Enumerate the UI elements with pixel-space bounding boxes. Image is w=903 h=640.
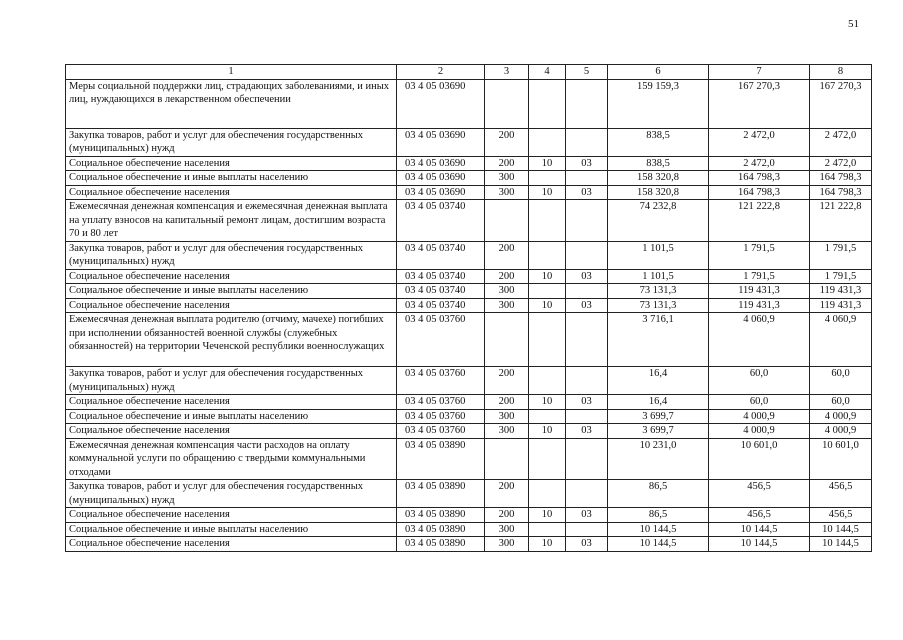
amount-year-1-cell: 74 232,8 — [608, 200, 709, 242]
subsection-cell — [566, 79, 608, 128]
amount-year-1-cell: 3 699,7 — [608, 409, 709, 424]
row-name-cell: Социальное обеспечение населения — [66, 508, 397, 523]
expense-type-cell: 300 — [485, 284, 529, 299]
subsection-cell — [566, 480, 608, 508]
amount-year-3-cell: 119 431,3 — [810, 298, 872, 313]
amount-year-1-cell: 1 101,5 — [608, 241, 709, 269]
amount-year-2-cell: 456,5 — [709, 508, 810, 523]
expense-type-cell: 300 — [485, 171, 529, 186]
header-cell: 1 — [66, 65, 397, 80]
row-name-cell: Социальное обеспечение и иные выплаты населению — [66, 171, 397, 186]
amount-year-2-cell: 4 000,9 — [709, 409, 810, 424]
section-cell — [529, 128, 566, 156]
section-cell: 10 — [529, 269, 566, 284]
row-name-cell: Ежемесячная денежная компенсация части расходов на оплату коммунальной услуги по обращению с твердыми коммунальными отходами — [66, 438, 397, 480]
row-name-cell: Закупка товаров, работ и услуг для обеспечения государственных (муниципальных) нужд — [66, 480, 397, 508]
amount-year-2-cell: 4 000,9 — [709, 424, 810, 439]
subsection-cell — [566, 284, 608, 299]
amount-year-3-cell: 164 798,3 — [810, 171, 872, 186]
expense-type-cell: 200 — [485, 156, 529, 171]
table-row — [66, 171, 872, 186]
row-name-cell: Социальное обеспечение населения — [66, 395, 397, 410]
amount-year-1-cell: 838,5 — [608, 156, 709, 171]
target-code-cell: 03 4 05 03760 — [397, 395, 485, 410]
subsection-cell — [566, 241, 608, 269]
row-name-cell: Закупка товаров, работ и услуг для обеспечения государственных (муниципальных) нужд — [66, 241, 397, 269]
expense-type-cell: 300 — [485, 424, 529, 439]
amount-year-2-cell: 119 431,3 — [709, 298, 810, 313]
section-cell — [529, 409, 566, 424]
amount-year-1-cell: 158 320,8 — [608, 171, 709, 186]
table-row — [66, 185, 872, 200]
expense-type-cell: 300 — [485, 185, 529, 200]
section-cell: 10 — [529, 424, 566, 439]
subsection-cell: 03 — [566, 269, 608, 284]
amount-year-1-cell: 10 144,5 — [608, 522, 709, 537]
table-row — [66, 241, 872, 269]
row-name-cell: Социальное обеспечение населения — [66, 156, 397, 171]
subsection-cell — [566, 200, 608, 242]
section-cell — [529, 438, 566, 480]
table-row — [66, 284, 872, 299]
amount-year-3-cell: 456,5 — [810, 480, 872, 508]
expense-type-cell: 200 — [485, 508, 529, 523]
section-cell — [529, 241, 566, 269]
table-row — [66, 269, 872, 284]
target-code-cell: 03 4 05 03740 — [397, 241, 485, 269]
target-code-cell: 03 4 05 03760 — [397, 424, 485, 439]
header-cell: 4 — [529, 65, 566, 80]
amount-year-1-cell: 86,5 — [608, 508, 709, 523]
table-row — [66, 480, 872, 508]
row-name-cell: Социальное обеспечение и иные выплаты населению — [66, 409, 397, 424]
amount-year-1-cell: 86,5 — [608, 480, 709, 508]
target-code-cell: 03 4 05 03690 — [397, 156, 485, 171]
amount-year-3-cell: 10 144,5 — [810, 537, 872, 552]
amount-year-1-cell: 16,4 — [608, 367, 709, 395]
amount-year-1-cell: 158 320,8 — [608, 185, 709, 200]
section-cell — [529, 200, 566, 242]
target-code-cell: 03 4 05 03740 — [397, 200, 485, 242]
target-code-cell: 03 4 05 03690 — [397, 128, 485, 156]
table-row — [66, 424, 872, 439]
amount-year-3-cell: 4 000,9 — [810, 409, 872, 424]
header-cell: 2 — [397, 65, 485, 80]
row-name-cell: Социальное обеспечение населения — [66, 424, 397, 439]
expense-type-cell: 300 — [485, 298, 529, 313]
expense-type-cell: 200 — [485, 480, 529, 508]
amount-year-2-cell: 10 144,5 — [709, 522, 810, 537]
section-cell — [529, 480, 566, 508]
amount-year-2-cell: 456,5 — [709, 480, 810, 508]
amount-year-3-cell: 4 000,9 — [810, 424, 872, 439]
page-number: 51 — [848, 18, 859, 30]
target-code-cell: 03 4 05 03760 — [397, 313, 485, 367]
amount-year-3-cell: 60,0 — [810, 395, 872, 410]
expense-type-cell — [485, 79, 529, 128]
section-cell — [529, 367, 566, 395]
amount-year-2-cell: 1 791,5 — [709, 241, 810, 269]
target-code-cell: 03 4 05 03740 — [397, 269, 485, 284]
header-cell: 6 — [608, 65, 709, 80]
amount-year-1-cell: 3 716,1 — [608, 313, 709, 367]
amount-year-2-cell: 10 144,5 — [709, 537, 810, 552]
expense-type-cell — [485, 438, 529, 480]
expense-type-cell — [485, 200, 529, 242]
amount-year-3-cell: 121 222,8 — [810, 200, 872, 242]
amount-year-3-cell: 167 270,3 — [810, 79, 872, 128]
subsection-cell — [566, 171, 608, 186]
header-cell: 3 — [485, 65, 529, 80]
section-cell: 10 — [529, 537, 566, 552]
section-cell: 10 — [529, 508, 566, 523]
section-cell — [529, 522, 566, 537]
row-name-cell: Меры социальной поддержки лиц, страдающих заболеваниями, и иных лиц, нуждающихся в лекарственном обеспечении — [66, 79, 397, 128]
row-name-cell: Социальное обеспечение и иные выплаты населению — [66, 522, 397, 537]
amount-year-2-cell: 2 472,0 — [709, 156, 810, 171]
section-cell: 10 — [529, 156, 566, 171]
subsection-cell: 03 — [566, 156, 608, 171]
subsection-cell — [566, 438, 608, 480]
table-row — [66, 522, 872, 537]
row-name-cell: Социальное обеспечение и иные выплаты населению — [66, 284, 397, 299]
amount-year-1-cell: 3 699,7 — [608, 424, 709, 439]
target-code-cell: 03 4 05 03690 — [397, 171, 485, 186]
target-code-cell: 03 4 05 03740 — [397, 298, 485, 313]
amount-year-2-cell: 10 601,0 — [709, 438, 810, 480]
table-row — [66, 537, 872, 552]
target-code-cell: 03 4 05 03890 — [397, 480, 485, 508]
amount-year-3-cell: 2 472,0 — [810, 128, 872, 156]
amount-year-3-cell: 1 791,5 — [810, 269, 872, 284]
amount-year-1-cell: 10 231,0 — [608, 438, 709, 480]
amount-year-3-cell: 2 472,0 — [810, 156, 872, 171]
amount-year-3-cell: 1 791,5 — [810, 241, 872, 269]
amount-year-2-cell: 164 798,3 — [709, 185, 810, 200]
row-name-cell: Социальное обеспечение населения — [66, 269, 397, 284]
table-row — [66, 409, 872, 424]
row-name-cell: Социальное обеспечение населения — [66, 185, 397, 200]
row-name-cell: Ежемесячная денежная компенсация и ежемесячная денежная выплата на уплату взносов на капитальный ремонт лицам, достигшим возраста 70 и 80 лет — [66, 200, 397, 242]
amount-year-2-cell: 167 270,3 — [709, 79, 810, 128]
subsection-cell: 03 — [566, 395, 608, 410]
target-code-cell: 03 4 05 03740 — [397, 284, 485, 299]
amount-year-3-cell: 456,5 — [810, 508, 872, 523]
subsection-cell: 03 — [566, 424, 608, 439]
amount-year-3-cell: 119 431,3 — [810, 284, 872, 299]
header-cell: 7 — [709, 65, 810, 80]
amount-year-2-cell: 121 222,8 — [709, 200, 810, 242]
amount-year-1-cell: 73 131,3 — [608, 298, 709, 313]
table-row — [66, 128, 872, 156]
amount-year-2-cell: 1 791,5 — [709, 269, 810, 284]
expense-type-cell: 200 — [485, 269, 529, 284]
amount-year-1-cell: 159 159,3 — [608, 79, 709, 128]
section-cell: 10 — [529, 298, 566, 313]
amount-year-3-cell: 60,0 — [810, 367, 872, 395]
amount-year-2-cell: 60,0 — [709, 395, 810, 410]
amount-year-1-cell: 1 101,5 — [608, 269, 709, 284]
row-name-cell: Социальное обеспечение населения — [66, 537, 397, 552]
target-code-cell: 03 4 05 03890 — [397, 522, 485, 537]
table-row — [66, 367, 872, 395]
target-code-cell: 03 4 05 03690 — [397, 79, 485, 128]
expense-type-cell: 300 — [485, 537, 529, 552]
amount-year-2-cell: 4 060,9 — [709, 313, 810, 367]
amount-year-3-cell: 10 601,0 — [810, 438, 872, 480]
expense-type-cell — [485, 313, 529, 367]
header-cell: 5 — [566, 65, 608, 80]
amount-year-2-cell: 60,0 — [709, 367, 810, 395]
subsection-cell — [566, 522, 608, 537]
table-row — [66, 298, 872, 313]
target-code-cell: 03 4 05 03760 — [397, 409, 485, 424]
target-code-cell: 03 4 05 03890 — [397, 508, 485, 523]
section-cell: 10 — [529, 395, 566, 410]
subsection-cell — [566, 409, 608, 424]
target-code-cell: 03 4 05 03890 — [397, 537, 485, 552]
table-row — [66, 156, 872, 171]
expense-type-cell: 300 — [485, 409, 529, 424]
table-row — [66, 508, 872, 523]
subsection-cell — [566, 313, 608, 367]
amount-year-2-cell: 2 472,0 — [709, 128, 810, 156]
amount-year-3-cell: 164 798,3 — [810, 185, 872, 200]
table-row — [66, 200, 872, 242]
subsection-cell — [566, 367, 608, 395]
amount-year-1-cell: 16,4 — [608, 395, 709, 410]
table-row — [66, 395, 872, 410]
subsection-cell: 03 — [566, 508, 608, 523]
target-code-cell: 03 4 05 03690 — [397, 185, 485, 200]
subsection-cell: 03 — [566, 185, 608, 200]
amount-year-3-cell: 10 144,5 — [810, 522, 872, 537]
amount-year-2-cell: 164 798,3 — [709, 171, 810, 186]
amount-year-1-cell: 10 144,5 — [608, 537, 709, 552]
subsection-cell: 03 — [566, 298, 608, 313]
subsection-cell: 03 — [566, 537, 608, 552]
expense-type-cell: 200 — [485, 241, 529, 269]
target-code-cell: 03 4 05 03890 — [397, 438, 485, 480]
header-cell: 8 — [810, 65, 872, 80]
amount-year-1-cell: 838,5 — [608, 128, 709, 156]
row-name-cell: Закупка товаров, работ и услуг для обеспечения государственных (муниципальных) нужд — [66, 128, 397, 156]
row-name-cell: Ежемесячная денежная выплата родителю (отчиму, мачехе) погибших при исполнении обязанностей военной службы (служебных обязанностей) на территории Чеченской республики военнослужащих — [66, 313, 397, 367]
section-cell — [529, 313, 566, 367]
expense-type-cell: 200 — [485, 367, 529, 395]
amount-year-3-cell: 4 060,9 — [810, 313, 872, 367]
section-cell — [529, 284, 566, 299]
section-cell — [529, 79, 566, 128]
subsection-cell — [566, 128, 608, 156]
table-row — [66, 79, 872, 128]
table-row — [66, 313, 872, 367]
amount-year-2-cell: 119 431,3 — [709, 284, 810, 299]
section-cell: 10 — [529, 185, 566, 200]
row-name-cell: Закупка товаров, работ и услуг для обеспечения государственных (муниципальных) нужд — [66, 367, 397, 395]
amount-year-1-cell: 73 131,3 — [608, 284, 709, 299]
expense-type-cell: 200 — [485, 395, 529, 410]
budget-table — [65, 64, 872, 552]
target-code-cell: 03 4 05 03760 — [397, 367, 485, 395]
table-row — [66, 438, 872, 480]
header-row — [66, 65, 872, 80]
expense-type-cell: 200 — [485, 128, 529, 156]
section-cell — [529, 171, 566, 186]
row-name-cell: Социальное обеспечение населения — [66, 298, 397, 313]
expense-type-cell: 300 — [485, 522, 529, 537]
